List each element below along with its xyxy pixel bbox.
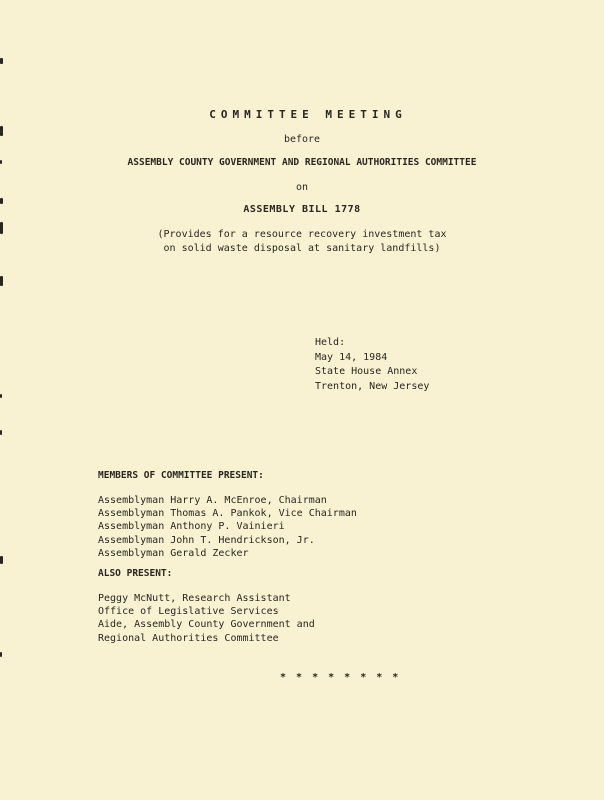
list-item: Assemblyman Gerald Zecker xyxy=(98,547,249,559)
scan-edge-mark xyxy=(0,652,2,657)
also-present-list xyxy=(98,592,315,645)
held-date: May 14, 1984 xyxy=(315,351,388,363)
section-divider-stars: * * * * * * * * xyxy=(280,672,401,683)
list-item: Assemblyman Anthony P. Vainieri xyxy=(98,521,285,533)
list-item: Office of Legislative Services xyxy=(98,606,279,618)
list-item: Assemblyman Harry A. McEnroe, Chairman xyxy=(98,495,327,506)
held-place: State House Annex xyxy=(315,366,418,377)
committee-name: ASSEMBLY COUNTY GOVERNMENT AND REGIONAL AUTHORITIES COMMITTEE xyxy=(127,157,477,168)
list-item: Regional Authorities Committee xyxy=(98,632,279,644)
scan-edge-mark xyxy=(0,58,3,64)
scan-edge-mark xyxy=(0,430,2,435)
list-item: Assemblyman Thomas A. Pankok, Vice Chairman xyxy=(98,508,357,520)
list-item: Assemblyman John T. Hendrickson, Jr. xyxy=(98,534,315,546)
members-list xyxy=(98,494,357,560)
on-label: on xyxy=(295,182,309,193)
held-city: Trenton, New Jersey xyxy=(315,380,430,392)
bill-description xyxy=(0,228,604,256)
also-present-heading: ALSO PRESENT: xyxy=(98,568,173,579)
document-title: COMMITTEE MEETING xyxy=(209,108,407,121)
bill-description-line: on solid waste disposal at sanitary landfills) xyxy=(163,243,441,254)
bill-description-line: (Provides for a resource recovery investment tax xyxy=(157,229,447,240)
held-label: Held: xyxy=(315,337,346,348)
scan-edge-mark xyxy=(0,394,2,398)
held-block xyxy=(315,336,429,394)
members-heading: MEMBERS OF COMMITTEE PRESENT: xyxy=(98,470,264,481)
bill-number: ASSEMBLY BILL 1778 xyxy=(243,204,361,215)
scan-edge-mark xyxy=(0,276,3,286)
before-label: before xyxy=(283,134,321,145)
list-item: Peggy McNutt, Research Assistant xyxy=(98,593,291,604)
scan-edge-mark xyxy=(0,556,3,564)
list-item: Aide, Assembly County Government and xyxy=(98,619,315,631)
